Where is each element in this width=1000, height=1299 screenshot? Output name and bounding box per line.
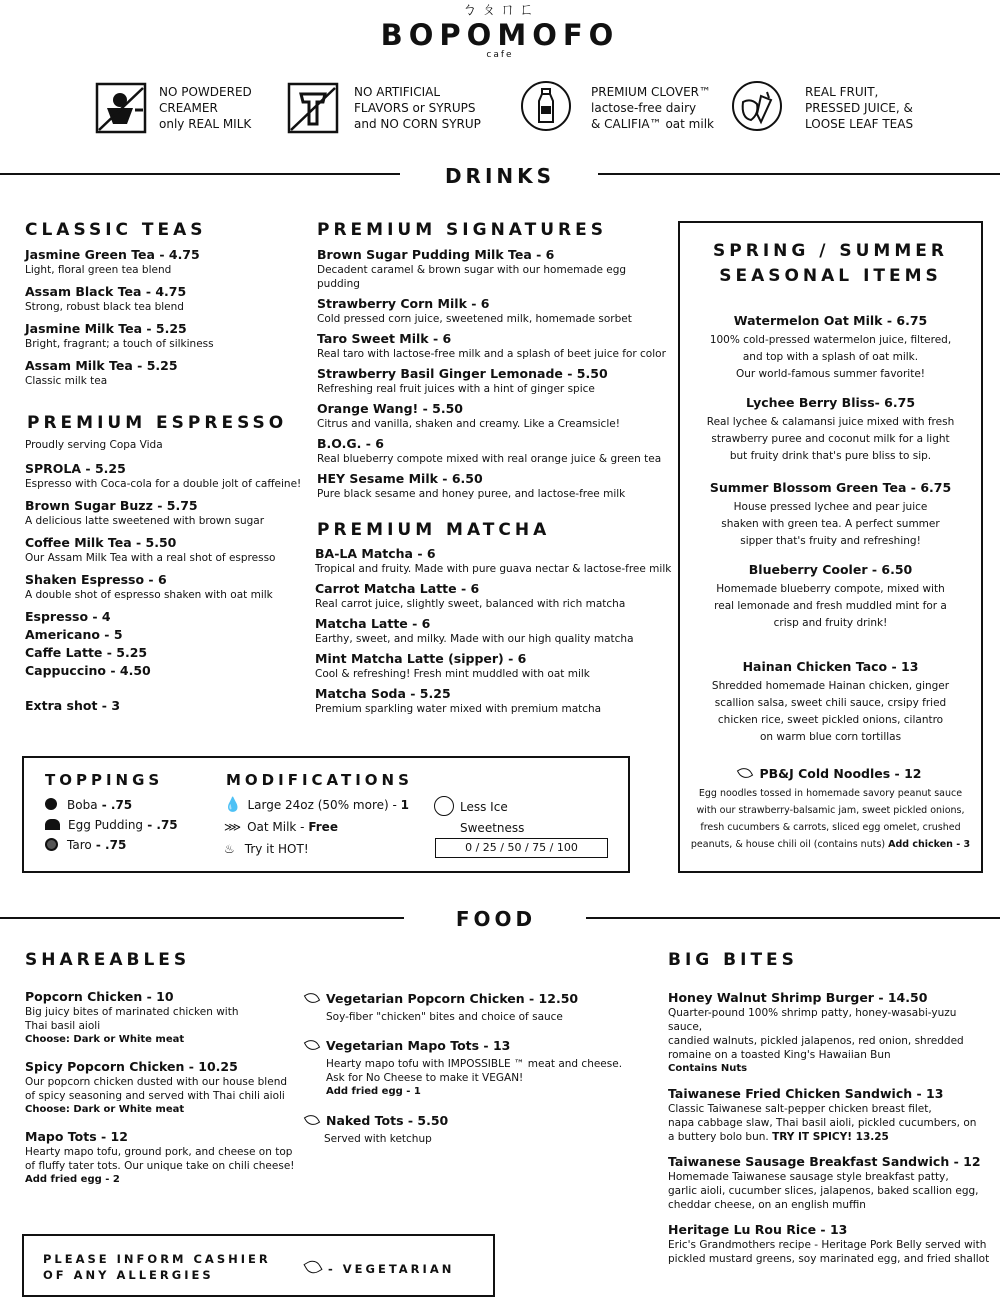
item-desc: Pure black sesame and honey puree, and lactose-free milk — [317, 488, 626, 500]
item-name: Mapo Tots - 12 — [25, 1129, 128, 1144]
add-chicken-note: Add chicken - 3 — [888, 839, 971, 850]
topping-name: Taro — [67, 838, 92, 852]
item-name: Espresso - 4 — [25, 609, 111, 624]
topping-item — [45, 837, 178, 853]
modification-hot — [224, 841, 409, 857]
mod-price: Free — [308, 820, 338, 834]
item-desc — [680, 678, 981, 746]
item-name: Blueberry Cooler - 6.50 — [748, 562, 913, 577]
item-name: Taro Sweet Milk - 6 — [317, 331, 452, 346]
menu-item — [315, 581, 675, 611]
feature-line: and NO CORN SYRUP — [354, 117, 481, 131]
feature-line: FLAVORS or SYRUPS — [354, 101, 476, 115]
shareables-col1 — [25, 989, 310, 1187]
topping-name: Egg Pudding — [68, 818, 144, 832]
no-artificial-flavors-icon — [287, 82, 339, 134]
leaf-icon — [304, 1037, 320, 1053]
feature-line: NO ARTIFICIAL — [354, 85, 441, 99]
desc-line — [680, 836, 981, 853]
item-desc: Refreshing real fruit juices with a hint of ginger spice — [317, 383, 595, 395]
item-name: B.O.G. - 6 — [317, 436, 384, 451]
item-desc: Hearty mapo tofu with IMPOSSIBLE ™ meat and cheese. — [326, 1058, 623, 1070]
menu-item — [315, 616, 675, 646]
category-title-big-bites: BIG BITES — [668, 950, 798, 970]
menu-item — [306, 991, 651, 1024]
item-name: Brown Sugar Pudding Milk Tea - 6 — [317, 247, 555, 262]
item-name: Heritage Lu Rou Rice - 13 — [668, 1222, 848, 1237]
item-desc: Cold pressed corn juice, sweetened milk, homemade sorbet — [317, 313, 632, 325]
category-title-shareables: SHAREABLES — [25, 950, 191, 970]
item-name: SPROLA - 5.25 — [25, 461, 126, 476]
item-desc: Our popcorn chicken dusted with our house blend — [25, 1076, 288, 1088]
item-name: Strawberry Corn Milk - 6 — [317, 296, 490, 311]
leaf-icon — [737, 765, 753, 781]
item-name: Americano - 5 — [25, 627, 123, 642]
feature-line: lactose-free dairy — [591, 101, 697, 115]
item-desc: Eric's Grandmothers recipe - Heritage Pork Belly served with — [668, 1239, 987, 1251]
seasonal-title-line: SPRING / SUMMER — [713, 241, 948, 261]
menu-item — [25, 358, 310, 388]
item-name: BA-LA Matcha - 6 — [315, 546, 436, 561]
feature-line: PRESSED JUICE, & — [805, 101, 913, 115]
menu-item — [25, 247, 310, 277]
item-desc: Soy-fiber "chicken" bites and choice of sauce — [326, 1011, 563, 1023]
item-name: Lychee Berry Bliss- 6.75 — [745, 395, 916, 410]
classic-teas-list — [25, 247, 310, 395]
item-desc: Quarter-pound 100% shrimp patty, honey-wasabi-yuzu sauce, — [668, 1007, 957, 1033]
item-desc: Served with ketchup — [324, 1133, 432, 1145]
section-title-drinks: DRINKS — [444, 164, 556, 188]
item-desc — [680, 414, 981, 465]
extra-shot: Extra shot - 3 — [25, 698, 121, 713]
desc-line: Shredded homemade Hainan chicken, ginger — [711, 680, 950, 692]
seasonal-item — [680, 395, 981, 465]
item-name: Taiwanese Sausage Breakfast Sandwich - 12 — [668, 1154, 981, 1169]
mod-label: Oat Milk - — [247, 820, 309, 834]
ice-sweetness — [434, 796, 524, 836]
toppings-title: TOPPINGS — [45, 771, 164, 789]
item-desc: garlic aioli, cucumber slices, jalapenos, baked scallion egg, — [668, 1185, 979, 1197]
item-note: TRY IT SPICY! 13.25 — [772, 1131, 889, 1143]
desc-line: crisp and fruity drink! — [773, 617, 888, 629]
item-desc: Citrus and vanilla, shaken and creamy. Like a Creamsicle! — [317, 418, 620, 430]
item-desc: Bright, fragrant; a touch of silkiness — [25, 338, 214, 350]
item-note: Choose: Dark or White meat — [25, 1104, 185, 1115]
desc-line: chicken rice, sweet pickled onions, cilantro — [717, 714, 944, 726]
desc-line: real lemonade and fresh muddled mint for a — [714, 600, 947, 612]
menu-item — [25, 1059, 310, 1117]
item-name: Summer Blossom Green Tea - 6.75 — [709, 480, 952, 495]
item-note: Choose: Dark or White meat — [25, 1034, 185, 1045]
menu-item — [25, 989, 310, 1047]
item-name-text: Vegetarian Popcorn Chicken - 12.50 — [326, 991, 579, 1006]
item-desc: Ask for No Cheese to make it VEGAN! — [326, 1072, 524, 1084]
item-desc: Cool & refreshing! Fresh mint muddled with oat milk — [315, 668, 590, 680]
item-name: Assam Milk Tea - 5.25 — [25, 358, 178, 373]
divider — [0, 917, 404, 919]
menu-item — [25, 498, 315, 528]
item-name — [306, 1113, 651, 1129]
item-name: Coffee Milk Tea - 5.50 — [25, 535, 177, 550]
item-desc: Espresso with Coca-cola for a double jolt of caffeine! — [25, 478, 302, 490]
item-name: Brown Sugar Buzz - 5.75 — [25, 498, 198, 513]
menu-item — [317, 471, 672, 501]
seasonal-item — [680, 562, 981, 632]
desc-line: with our strawberry-balsamic jam, sweet pickled onions, — [696, 805, 965, 816]
no-powdered-creamer-icon — [95, 82, 147, 134]
item-desc: pickled mustard greens, soy marinated egg, and fried shallot — [668, 1253, 990, 1265]
shareables-col2 — [306, 991, 651, 1146]
item-desc: Our Assam Milk Tea with a real shot of espresso — [25, 552, 276, 564]
menu-item — [306, 1038, 651, 1099]
feature-real-fruit — [805, 84, 965, 132]
menu-item — [668, 990, 993, 1076]
desc-line: scallion salsa, sweet chili sauce, crsipy fried — [714, 697, 947, 709]
feature-line: PREMIUM CLOVER™ — [591, 85, 711, 99]
desc-line: Real lychee & calamansi juice mixed with fresh — [706, 416, 955, 428]
seasonal-item-noodles — [680, 766, 981, 853]
item-desc: of fluffy tater tots. Our unique take on chili cheese! — [25, 1160, 295, 1172]
desc-text: peanuts, & house chili oil (contains nuts) — [690, 839, 886, 850]
espresso-list — [25, 461, 315, 609]
brand-zhuyin: ㄅㄆㄇㄈ — [461, 0, 538, 18]
item-name: Hainan Chicken Taco - 13 — [742, 659, 919, 674]
mod-price: 1 — [400, 798, 409, 812]
less-ice — [434, 796, 524, 816]
feature-line: & CALIFIA™ oat milk — [591, 117, 714, 131]
item-note: Add fried egg - 1 — [326, 1086, 421, 1097]
modifications-title: MODIFICATIONS — [226, 771, 413, 789]
menu-item — [668, 1086, 993, 1144]
item-desc: Classic milk tea — [25, 375, 108, 387]
item-name — [306, 991, 651, 1007]
toppings-list — [45, 797, 178, 853]
divider — [586, 917, 1000, 919]
menu-item — [25, 535, 315, 565]
item-desc: A delicious latte sweetened with brown sugar — [25, 515, 265, 527]
menu-item — [25, 572, 315, 602]
signatures-list — [317, 247, 672, 506]
item-desc: Real blueberry compote mixed with real orange juice & green tea — [317, 453, 662, 465]
item-name: Shaken Espresso - 6 — [25, 572, 167, 587]
item-name: Watermelon Oat Milk - 6.75 — [733, 313, 928, 328]
mod-label: Try it HOT! — [244, 842, 309, 856]
desc-line: Homemade blueberry compote, mixed with — [716, 583, 945, 595]
seasonal-title-line: SEASONAL ITEMS — [719, 266, 942, 286]
item-desc: Homemade Taiwanese sausage style breakfast patty, — [668, 1171, 949, 1183]
modifications-list — [224, 797, 409, 857]
menu-item — [668, 1222, 993, 1266]
feature-line: NO POWDERED — [159, 85, 252, 99]
item-name: Spicy Popcorn Chicken - 10.25 — [25, 1059, 238, 1074]
item-desc: Hearty mapo tofu, ground pork, and cheese on top — [25, 1146, 293, 1158]
big-bites-list — [668, 990, 993, 1266]
leaf-icon — [303, 1257, 322, 1276]
item-name: Cappuccino - 4.50 — [25, 663, 151, 678]
desc-text: a buttery bolo bun. — [668, 1131, 769, 1143]
item-desc — [668, 1130, 993, 1144]
menu-item — [668, 1154, 993, 1212]
menu-item — [317, 296, 672, 326]
vegetarian-legend — [306, 1260, 454, 1276]
category-title-espresso: PREMIUM ESPRESSO — [27, 413, 288, 433]
item-desc: Real taro with lactose-free milk and a splash of beet juice for color — [317, 348, 666, 360]
allergy-line: OF ANY ALLERGIES — [43, 1268, 214, 1282]
desc-line: Our world-famous summer favorite! — [735, 368, 925, 380]
divider — [598, 173, 1000, 175]
feature-no-artificial — [354, 84, 514, 132]
item-name-text: PB&J Cold Noodles - 12 — [759, 766, 922, 781]
brand-subtitle: cafe — [486, 50, 514, 60]
ice-icon — [434, 796, 454, 816]
leaf-icon — [304, 1112, 320, 1128]
modification-large — [224, 797, 409, 813]
sweetness-label: Sweetness — [460, 821, 525, 835]
leaf-icon — [304, 990, 320, 1006]
item-desc: A double shot of espresso shaken with oat milk — [25, 589, 273, 601]
menu-item — [317, 401, 672, 431]
desc-line: Egg noodles tossed in homemade savory peanut sauce — [698, 788, 963, 799]
item-name: Assam Black Tea - 4.75 — [25, 284, 187, 299]
taro-icon — [45, 838, 58, 851]
item-name: HEY Sesame Milk - 6.50 — [317, 471, 483, 486]
item-desc: Real carrot juice, slightly sweet, balanced with rich matcha — [315, 598, 626, 610]
item-desc: cheddar cheese, on an english muffin — [668, 1199, 866, 1211]
feature-line: CREAMER — [159, 101, 218, 115]
menu-item — [306, 1113, 651, 1146]
item-name: Matcha Soda - 5.25 — [315, 686, 451, 701]
item-desc: romaine on a toasted King's Hawaiian Bun — [668, 1049, 891, 1061]
feature-clover — [591, 84, 751, 132]
espresso-subtitle: Proudly serving Copa Vida — [25, 439, 163, 451]
matcha-list — [315, 546, 675, 721]
item-name: Carrot Matcha Latte - 6 — [315, 581, 480, 596]
less-ice-label: Less Ice — [460, 800, 508, 814]
menu-item — [317, 436, 672, 466]
topping-price: - .75 — [143, 818, 178, 832]
desc-line: strawberry puree and coconut milk for a light — [711, 433, 950, 445]
item-desc: candied walnuts, pickled jalapenos, red onion, shredded — [668, 1035, 964, 1047]
menu-item — [315, 686, 675, 716]
topping-item — [45, 797, 178, 813]
brand-logo: BOPOMOFO — [380, 18, 620, 52]
item-name: Honey Walnut Shrimp Burger - 14.50 — [668, 990, 928, 1005]
desc-line: sipper that's fruity and refreshing! — [740, 535, 921, 547]
modification-oat — [224, 819, 409, 835]
item-desc: Light, floral green tea blend — [25, 264, 172, 276]
item-name: Caffe Latte - 5.25 — [25, 645, 148, 660]
item-desc: Classic Taiwanese salt-pepper chicken breast filet, — [668, 1103, 932, 1115]
feature-line: only REAL MILK — [159, 117, 252, 131]
item-desc: of spicy seasoning and served with Thai chili aioli — [25, 1090, 285, 1102]
item-desc — [680, 499, 981, 550]
topping-item — [45, 817, 178, 833]
menu-item — [25, 321, 310, 351]
item-desc — [680, 581, 981, 632]
section-title-food: FOOD — [455, 907, 537, 931]
item-desc: Premium sparkling water mixed with premium matcha — [315, 703, 602, 715]
boba-icon — [45, 798, 57, 810]
item-desc: Thai basil aioli — [25, 1020, 101, 1032]
egg-pudding-icon — [45, 819, 60, 830]
desc-line: House pressed lychee and pear juice — [733, 501, 928, 513]
item-desc: napa cabbage slaw, Thai basil aioli, pickled cucumbers, on — [668, 1117, 977, 1129]
item-desc: Tropical and fruity. Made with pure guava nectar & lactose-free milk — [315, 563, 672, 575]
desc-line: on warm blue corn tortillas — [759, 731, 902, 743]
item-name: Jasmine Green Tea - 4.75 — [25, 247, 200, 262]
divider — [0, 173, 400, 175]
item-name — [680, 766, 981, 782]
menu-item — [315, 651, 675, 681]
mod-label: Large 24oz (50% more) - — [247, 798, 401, 812]
menu-item — [317, 366, 672, 396]
allergy-line: PLEASE INFORM CASHIER — [43, 1252, 271, 1266]
item-desc: Strong, robust black tea blend — [25, 301, 184, 313]
item-desc — [680, 785, 981, 853]
item-name: Orange Wang! - 5.50 — [317, 401, 463, 416]
item-name: Strawberry Basil Ginger Lemonade - 5.50 — [317, 366, 608, 381]
desc-line: and top with a splash of oat milk. — [742, 351, 919, 363]
feature-line: REAL FRUIT, — [805, 85, 879, 99]
desc-line: 100% cold-pressed watermelon juice, filtered, — [709, 334, 952, 346]
item-note: Contains Nuts — [668, 1063, 748, 1074]
desc-line: shaken with green tea. A perfect summer — [721, 518, 940, 530]
vegetarian-label: - VEGETARIAN — [328, 1262, 455, 1276]
menu-item — [315, 546, 675, 576]
milk-bottle-icon — [520, 80, 572, 132]
item-name: Matcha Latte - 6 — [315, 616, 431, 631]
item-desc: Big juicy bites of marinated chicken with — [25, 1006, 239, 1018]
item-name — [306, 1038, 651, 1054]
espresso-simple-list — [25, 608, 151, 680]
menu-item — [25, 1129, 310, 1187]
desc-line: fresh cucumbers & carrots, sliced egg omelet, crushed — [700, 822, 961, 833]
wheat-icon: ⋙ — [224, 820, 240, 834]
droplets-icon: 💧 — [224, 797, 242, 813]
menu-item — [317, 247, 672, 291]
menu-item — [25, 284, 310, 314]
topping-price: - .75 — [97, 798, 133, 812]
item-desc — [680, 332, 981, 383]
seasonal-item — [680, 313, 981, 383]
category-title-signatures: PREMIUM SIGNATURES — [317, 220, 607, 240]
topping-price: - .75 — [91, 838, 127, 852]
item-name: Jasmine Milk Tea - 5.25 — [25, 321, 187, 336]
topping-name: Boba — [67, 798, 98, 812]
item-name-text: Naked Tots - 5.50 — [326, 1113, 449, 1128]
item-note: Add fried egg - 2 — [25, 1174, 120, 1185]
fruit-icon — [731, 80, 783, 132]
desc-line: but fruity drink that's pure bliss to sip. — [729, 450, 932, 462]
item-desc: Decadent caramel & brown sugar with our homemade egg pudding — [317, 264, 627, 290]
category-title-classic-teas: CLASSIC TEAS — [25, 220, 207, 240]
category-title-matcha: PREMIUM MATCHA — [317, 520, 551, 540]
seasonal-item — [680, 480, 981, 550]
item-name-text: Vegetarian Mapo Tots - 13 — [326, 1038, 511, 1053]
sweetness-levels: 0 / 25 / 50 / 75 / 100 — [435, 838, 608, 858]
item-name: Mint Matcha Latte (sipper) - 6 — [315, 651, 527, 666]
steam-icon: ♨ — [224, 842, 235, 856]
seasonal-title — [680, 239, 981, 289]
item-desc: Earthy, sweet, and milky. Made with our high quality matcha — [315, 633, 634, 645]
feature-line: LOOSE LEAF TEAS — [805, 117, 914, 131]
menu-item — [25, 461, 315, 491]
menu-item — [317, 331, 672, 361]
allergy-notice — [43, 1251, 271, 1283]
item-name: Popcorn Chicken - 10 — [25, 989, 174, 1004]
item-name: Taiwanese Fried Chicken Sandwich - 13 — [668, 1086, 944, 1101]
seasonal-item — [680, 659, 981, 746]
